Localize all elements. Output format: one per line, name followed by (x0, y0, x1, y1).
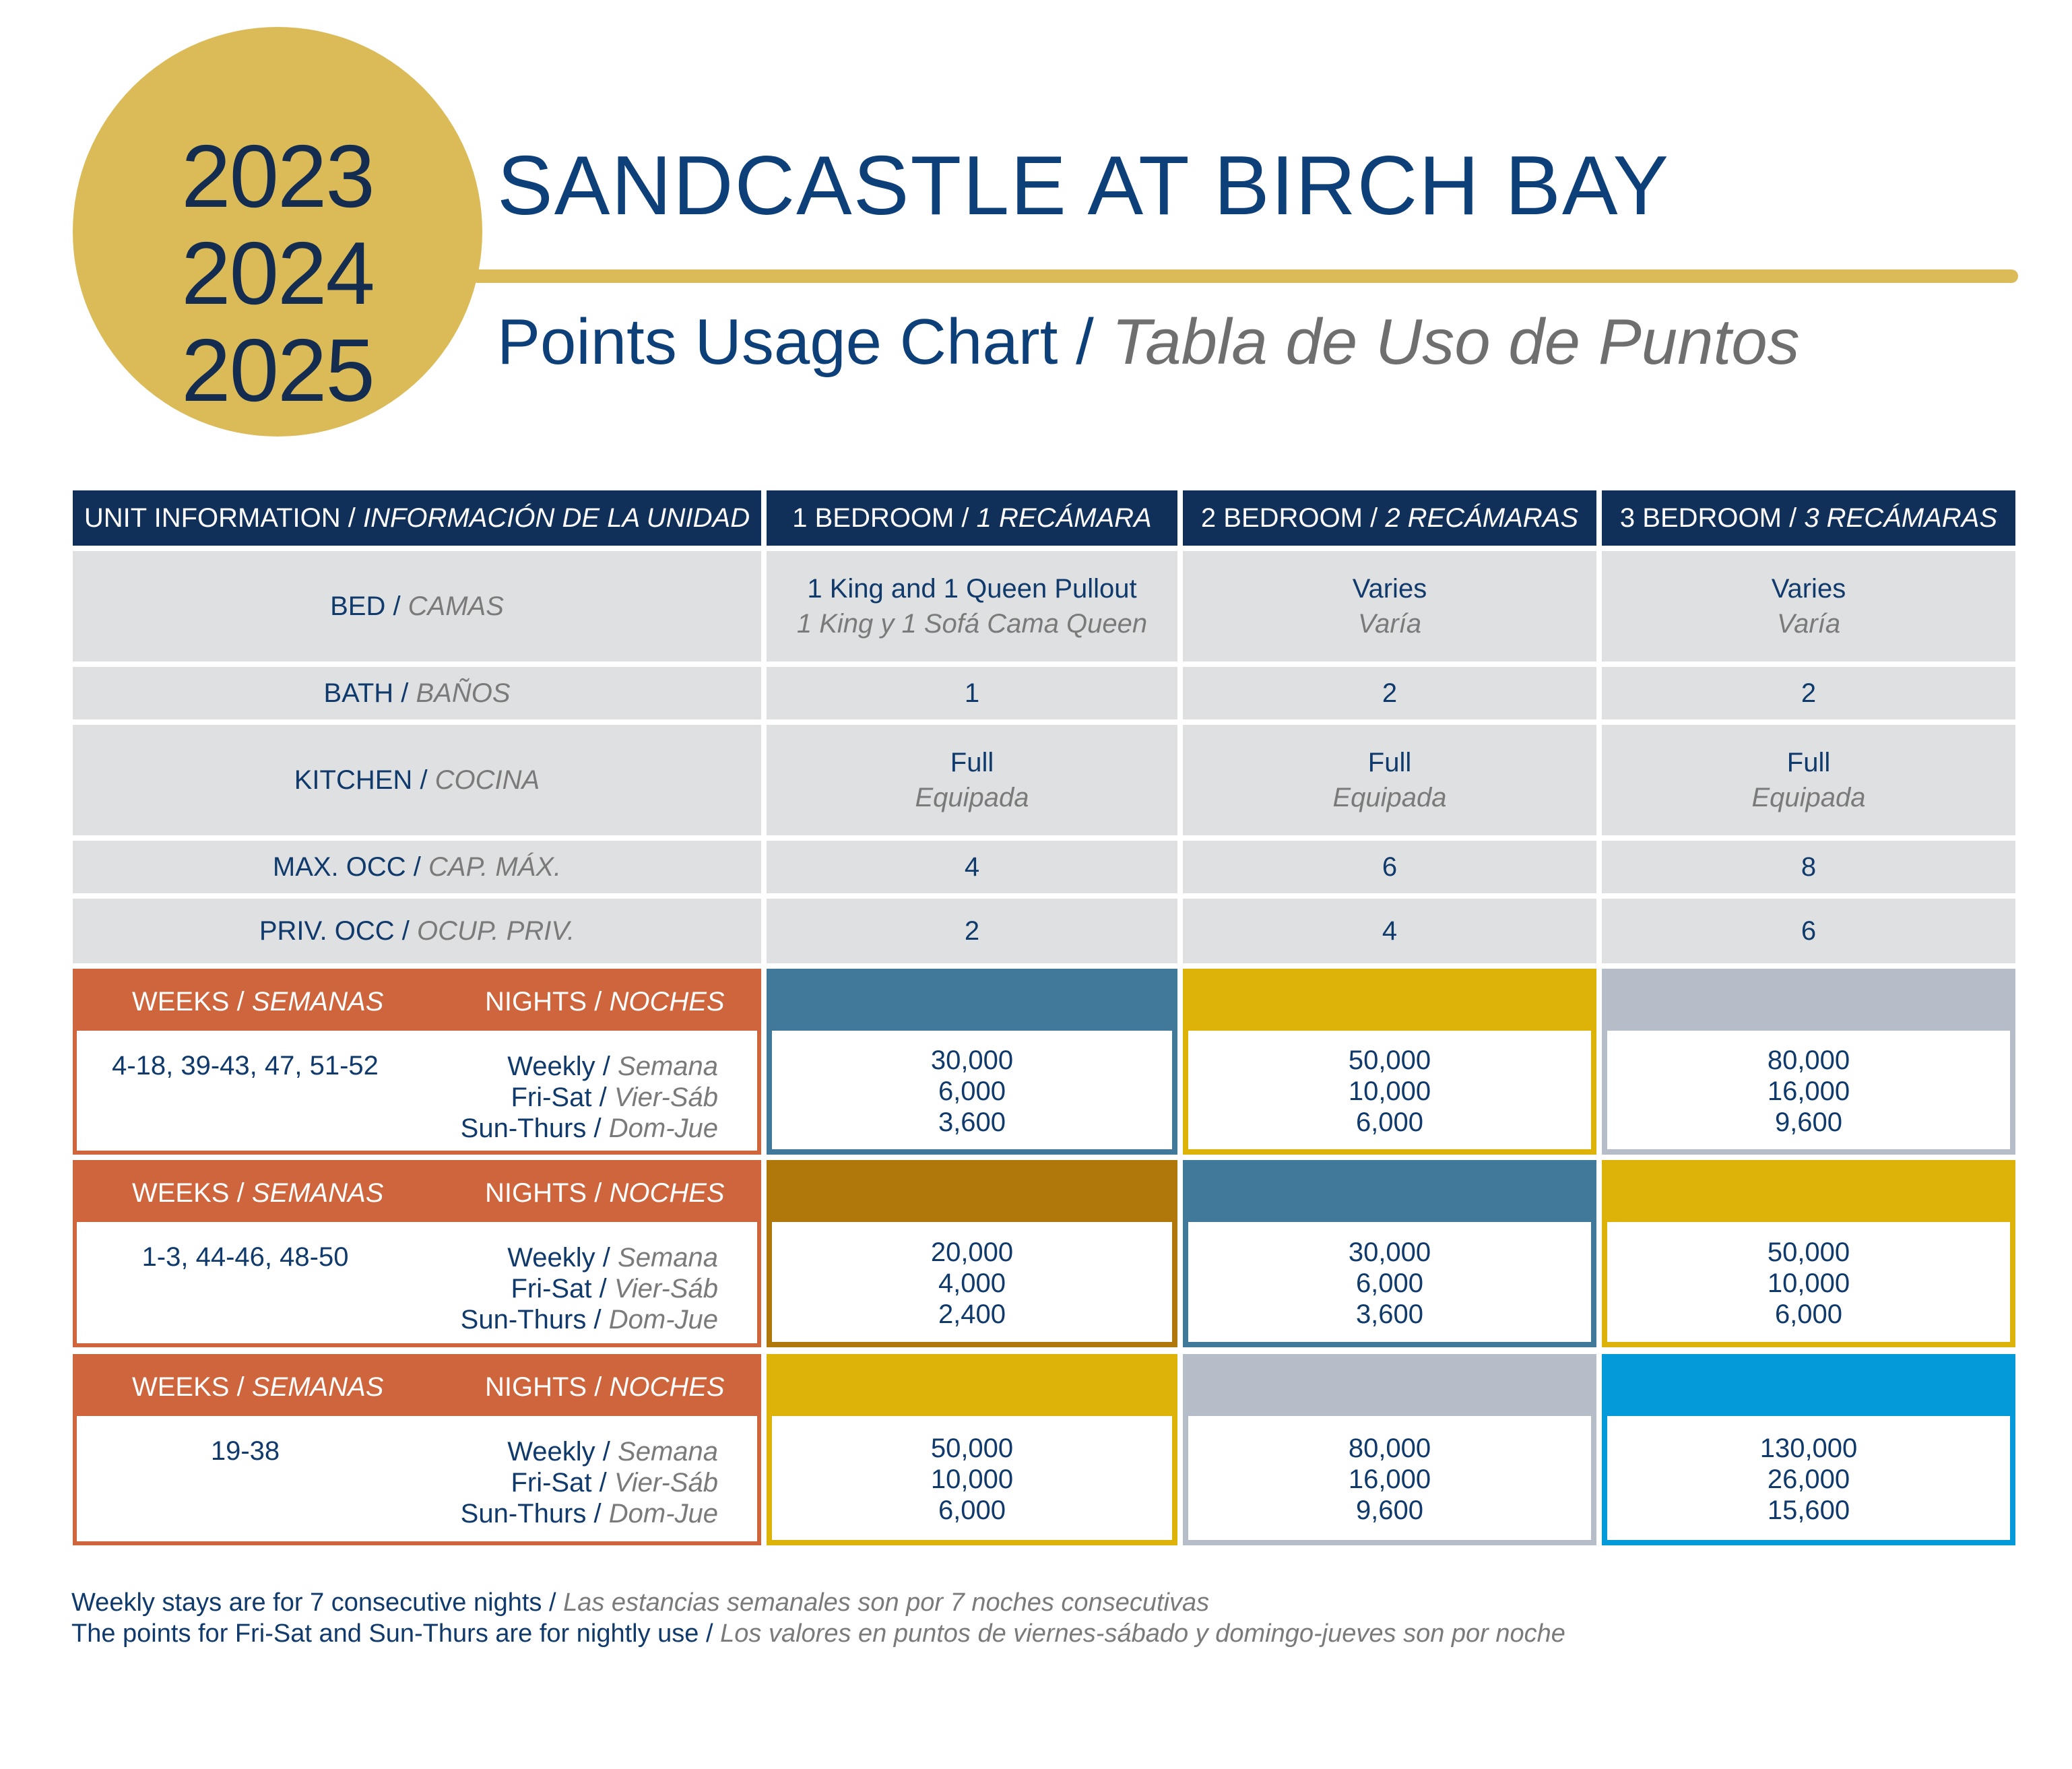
row-label-bed: BED / CAMAS (73, 551, 761, 662)
sunthu-label-en: Sun-Thurs (460, 1499, 587, 1529)
bed-2-bedroom (1183, 551, 1596, 662)
kitchen-b1-en: Full (950, 748, 994, 777)
weeks-header-en: WEEKS (132, 1372, 230, 1402)
footnote-nightly: The points for Fri-Sat and Sun-Thurs are for nightly use / Los valores en puntos de viernes-sábado y domingo-jueves son por noche (71, 1619, 1565, 1648)
kitchen-b2-es: Equipada (1332, 783, 1447, 812)
nights-header-es: NOCHES (609, 986, 725, 1017)
page-title: SANDCASTLE AT BIRCH BAY (497, 139, 1671, 232)
bath-2-bedroom: 2 (1183, 667, 1596, 719)
footnote-nightly-es: Los valores en puntos de viernes-sábado y domingo-jueves son por noche (720, 1619, 1565, 1648)
privocc-1-bedroom: 2 (767, 899, 1177, 963)
season-2-2-bedroom-points (1183, 1160, 1596, 1347)
nights-header-es: NOCHES (609, 1372, 725, 1402)
season-header-band (77, 973, 757, 1031)
kitchen-label-es: COCINA (434, 765, 540, 795)
privocc-label-en: PRIV. OCC (259, 916, 395, 946)
season-1-2-bedroom-points (1183, 969, 1596, 1155)
privocc-label-es: OCUP. PRIV. (417, 916, 575, 946)
points-weekly: 20,000 (930, 1237, 1014, 1267)
nights-header: NIGHTS / NOCHES (485, 986, 725, 1017)
bed-label-en: BED (330, 591, 386, 621)
sunthu-label: Sun-Thurs / Dom-Jue (460, 1499, 718, 1529)
points-weekly: 80,000 (1348, 1434, 1431, 1463)
bed-b1-en: 1 King and 1 Queen Pullout (807, 574, 1137, 604)
year-badge (73, 27, 482, 437)
footnote-weekly: Weekly stays are for 7 consecutive nights / Las estancias semanales son por 7 noches consecutivas (71, 1588, 1210, 1617)
season-header-band (77, 1358, 757, 1416)
bath-label-es: BAÑOS (416, 678, 511, 708)
header-unit-es: INFORMACIÓN DE LA UNIDAD (362, 503, 750, 533)
bed-label-es: CAMAS (408, 591, 504, 621)
night-types (461, 1051, 718, 1144)
subtitle-es: Tabla de Uso de Puntos (1111, 306, 1800, 378)
sunthu-label-es: Dom-Jue (608, 1305, 718, 1334)
points-sun-thurs: 15,600 (1767, 1495, 1850, 1525)
weekly-label-es: Semana (618, 1437, 718, 1467)
row-label-priv-occ: PRIV. OCC / OCUP. PRIV. (73, 899, 761, 963)
maxocc-label-en: MAX. OCC (272, 852, 406, 882)
year-2023: 2023 (181, 127, 374, 226)
weekly-label-en: Weekly (507, 1243, 595, 1273)
sunthu-label: Sun-Thurs / Dom-Jue (460, 1305, 718, 1334)
bed-b2-es: Varía (1357, 609, 1422, 639)
maxocc-2-bedroom: 6 (1183, 841, 1596, 893)
points-sun-thurs: 6,000 (1355, 1107, 1424, 1137)
points-sun-thurs: 6,000 (1774, 1299, 1843, 1329)
nights-header: NIGHTS / NOCHES (485, 1178, 725, 1208)
header-b1-es: 1 RECÁMARA (976, 503, 1152, 533)
kitchen-b1-es: Equipada (915, 783, 1029, 812)
header-b3-es: 3 RECÁMARAS (1804, 503, 1998, 533)
weekly-label: Weekly / Semana (507, 1437, 718, 1467)
season-1-info (73, 969, 761, 1155)
weeks-header: WEEKS / SEMANAS (132, 986, 384, 1017)
header-3-bedroom: 3 BEDROOM / 3 RECÁMARAS (1602, 490, 2015, 546)
subtitle-separator: / (1058, 306, 1112, 378)
frisat-label-en: Fri-Sat (511, 1468, 592, 1498)
frisat-label-en: Fri-Sat (511, 1274, 592, 1304)
points-sun-thurs: 2,400 (938, 1299, 1006, 1329)
row-label-max-occ: MAX. OCC / CAP. MÁX. (73, 841, 761, 893)
sunthu-label-en: Sun-Thurs (460, 1114, 587, 1143)
season-weeks: 1-3, 44-46, 48-50 (141, 1242, 349, 1272)
weeks-header-es: SEMANAS (251, 1178, 384, 1208)
points-fri-sat: 6,000 (1355, 1268, 1424, 1298)
bed-3-bedroom (1602, 551, 2015, 662)
header-2-bedroom: 2 BEDROOM / 2 RECÁMARAS (1183, 490, 1596, 546)
points-fri-sat: 16,000 (1348, 1465, 1431, 1494)
footnote-weekly-en: Weekly stays are for 7 consecutive nights (71, 1588, 542, 1617)
kitchen-2-bedroom (1183, 725, 1596, 835)
weekly-label-es: Semana (618, 1052, 718, 1081)
season-3-1-bedroom-points (767, 1354, 1177, 1545)
privocc-2-bedroom: 4 (1183, 899, 1596, 963)
weeks-header: WEEKS / SEMANAS (132, 1178, 384, 1208)
frisat-label-es: Vier-Sáb (614, 1468, 718, 1498)
maxocc-label-es: CAP. MÁX. (428, 852, 562, 882)
points-sun-thurs: 3,600 (938, 1107, 1006, 1137)
frisat-label: Fri-Sat / Vier-Sáb (511, 1468, 718, 1498)
kitchen-b3-en: Full (1786, 748, 1831, 777)
nights-header-en: NIGHTS (485, 986, 587, 1017)
bed-1-bedroom (767, 551, 1177, 662)
frisat-label: Fri-Sat / Vier-Sáb (511, 1083, 718, 1112)
page-subtitle (497, 304, 1800, 380)
bed-b2-en: Varies (1352, 574, 1427, 604)
sunthu-label-es: Dom-Jue (608, 1499, 718, 1529)
sunthu-label-en: Sun-Thurs (460, 1305, 587, 1334)
points-sun-thurs: 3,600 (1355, 1299, 1424, 1329)
points-fri-sat: 10,000 (1767, 1268, 1850, 1298)
points-weekly: 80,000 (1767, 1046, 1850, 1075)
season-header-band (77, 1164, 757, 1222)
weeks-header: WEEKS / SEMANAS (132, 1372, 384, 1402)
season-weeks: 19-38 (210, 1436, 280, 1466)
header-b2-es: 2 RECÁMARAS (1385, 503, 1579, 533)
kitchen-label-en: KITCHEN (294, 765, 413, 795)
night-types (461, 1436, 718, 1529)
season-3-info (73, 1354, 761, 1545)
footnotes (71, 1587, 1565, 1649)
season-1-1-bedroom-points (767, 969, 1177, 1155)
weekly-label-en: Weekly (507, 1437, 595, 1467)
points-weekly: 130,000 (1759, 1434, 1858, 1463)
weekly-label: Weekly / Semana (507, 1052, 718, 1081)
weeks-header-es: SEMANAS (251, 1372, 384, 1402)
points-sun-thurs: 6,000 (938, 1495, 1006, 1525)
bed-b3-es: Varía (1776, 609, 1841, 639)
header-b3-en: 3 BEDROOM (1619, 503, 1782, 533)
nights-header-es: NOCHES (609, 1178, 725, 1208)
bed-b3-en: Varies (1771, 574, 1846, 604)
points-fri-sat: 10,000 (1348, 1076, 1431, 1106)
sunthu-label: Sun-Thurs / Dom-Jue (460, 1114, 718, 1143)
night-types (461, 1242, 718, 1335)
weeks-header-en: WEEKS (132, 986, 230, 1017)
header-unit-en: UNIT INFORMATION (84, 503, 341, 533)
title-divider (472, 269, 2018, 283)
frisat-label: Fri-Sat / Vier-Sáb (511, 1274, 718, 1304)
points-weekly: 30,000 (930, 1046, 1014, 1075)
points-fri-sat: 10,000 (930, 1465, 1014, 1494)
nights-header-en: NIGHTS (485, 1372, 587, 1402)
weeks-header-en: WEEKS (132, 1178, 230, 1208)
points-fri-sat: 16,000 (1767, 1076, 1850, 1106)
maxocc-1-bedroom: 4 (767, 841, 1177, 893)
points-weekly: 50,000 (930, 1434, 1014, 1463)
header-b1-en: 1 BEDROOM (792, 503, 954, 533)
points-sun-thurs: 9,600 (1355, 1495, 1424, 1525)
weekly-label: Weekly / Semana (507, 1243, 718, 1273)
frisat-label-es: Vier-Sáb (614, 1274, 718, 1304)
bed-b1-es: 1 King y 1 Sofá Cama Queen (796, 609, 1148, 639)
points-fri-sat: 4,000 (938, 1268, 1006, 1298)
sunthu-label-es: Dom-Jue (608, 1114, 718, 1143)
points-weekly: 50,000 (1348, 1046, 1431, 1075)
season-3-2-bedroom-points (1183, 1354, 1596, 1545)
season-2-1-bedroom-points (767, 1160, 1177, 1347)
footnote-weekly-es: Las estancias semanales son por 7 noches consecutivas (563, 1588, 1210, 1617)
season-weeks: 4-18, 39-43, 47, 51-52 (112, 1051, 379, 1081)
nights-header: NIGHTS / NOCHES (485, 1372, 725, 1402)
nights-header-en: NIGHTS (485, 1178, 587, 1208)
header-unit-information: UNIT INFORMATION / INFORMACIÓN DE LA UNIDAD (73, 490, 761, 546)
frisat-label-es: Vier-Sáb (614, 1083, 718, 1112)
header-b2-en: 2 BEDROOM (1200, 503, 1363, 533)
maxocc-3-bedroom: 8 (1602, 841, 2015, 893)
year-2024: 2024 (181, 224, 374, 323)
points-weekly: 50,000 (1767, 1237, 1850, 1267)
frisat-label-en: Fri-Sat (511, 1083, 592, 1112)
year-2025: 2025 (181, 321, 374, 420)
kitchen-b2-en: Full (1367, 748, 1412, 777)
privocc-3-bedroom: 6 (1602, 899, 2015, 963)
points-fri-sat: 26,000 (1767, 1465, 1850, 1494)
season-1-3-bedroom-points (1602, 969, 2015, 1155)
bath-1-bedroom: 1 (767, 667, 1177, 719)
season-3-3-bedroom-points (1602, 1354, 2015, 1545)
bath-label-en: BATH (323, 678, 394, 708)
season-2-info (73, 1160, 761, 1347)
row-label-kitchen: KITCHEN / COCINA (73, 725, 761, 835)
footnote-nightly-en: The points for Fri-Sat and Sun-Thurs are for nightly use (71, 1619, 699, 1648)
row-label-bath: BATH / BAÑOS (73, 667, 761, 719)
weekly-label-en: Weekly (507, 1052, 595, 1081)
kitchen-b3-es: Equipada (1751, 783, 1866, 812)
header-1-bedroom: 1 BEDROOM / 1 RECÁMARA (767, 490, 1177, 546)
weeks-header-es: SEMANAS (251, 986, 384, 1017)
bath-3-bedroom: 2 (1602, 667, 2015, 719)
points-fri-sat: 6,000 (938, 1076, 1006, 1106)
kitchen-3-bedroom (1602, 725, 2015, 835)
kitchen-1-bedroom (767, 725, 1177, 835)
weekly-label-es: Semana (618, 1243, 718, 1273)
subtitle-en: Points Usage Chart (497, 306, 1058, 378)
points-sun-thurs: 9,600 (1774, 1107, 1843, 1137)
points-weekly: 30,000 (1348, 1237, 1431, 1267)
season-2-3-bedroom-points (1602, 1160, 2015, 1347)
